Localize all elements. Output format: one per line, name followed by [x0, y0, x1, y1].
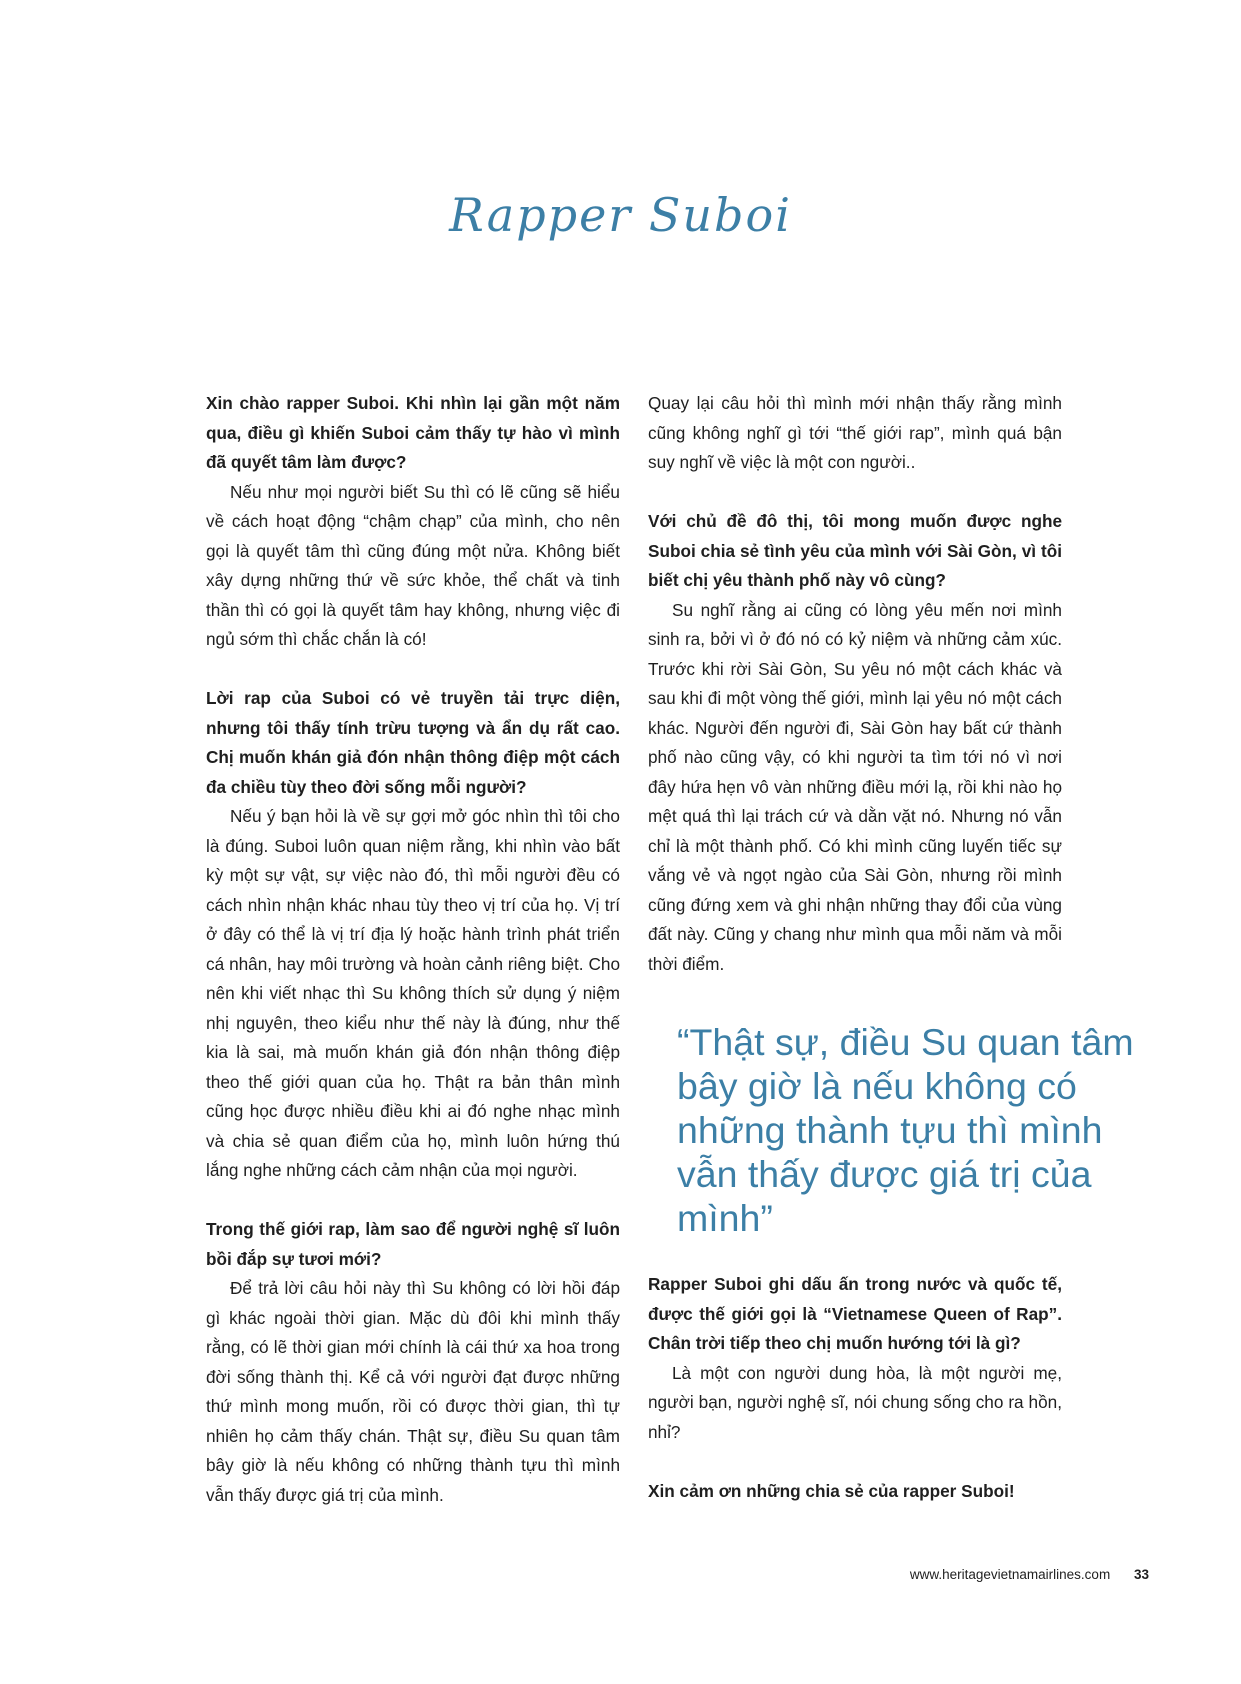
paragraph-gap — [648, 1447, 1062, 1477]
left-column — [206, 389, 620, 1510]
question-1: Xin chào rapper Suboi. Khi nhìn lại gần một năm qua, điều gì khiến Suboi cảm thấy tự hào vì mình đã quyết tâm làm được? — [206, 393, 620, 472]
answer-1: Nếu như mọi người biết Su thì có lẽ cũng sẽ hiểu về cách hoạt động “chậm chạp” của mình, cho nên gọi là quyết tâm thì cũng đúng một nửa. Không biết xây dựng những thứ về sức khỏe, thể chất và tinh thần thì có gọi là quyết tâm hay không, nhưng việc đi ngủ sớm thì chắc chắn là có! — [206, 481, 620, 649]
page-footer — [910, 1567, 1149, 1582]
page-number: 33 — [1133, 1567, 1149, 1582]
question-2: Lời rap của Suboi có vẻ truyền tải trực diện, nhưng tôi thấy tính trừu tượng và ẩn dụ rất cao. Chị muốn khán giả đón nhận thông điệp một cách đa chiều tùy theo đời sống mỗi người? — [206, 688, 620, 797]
right-column-bottom — [648, 1270, 1062, 1506]
question-5: Rapper Suboi ghi dấu ấn trong nước và quốc tế, được thế giới gọi là “Vietnamese Queen of Rap”. Chân trời tiếp theo chị muốn hướng tới là gì? — [648, 1274, 1062, 1353]
paragraph-gap — [648, 478, 1062, 508]
answer-2: Nếu ý bạn hỏi là về sự gợi mở góc nhìn thì tôi cho là đúng. Suboi luôn quan niệm rằng, khi nhìn vào bất kỳ một sự vật, sự việc nào đó, thì mỗi người đều có cách nhìn nhận khác nhau tùy theo vị trí của họ. Vị trí ở đây có thể là vị trí địa lý hoặc hành trình phát triển cá nhân, hay môi trường và hoàn cảnh riêng biệt. Cho nên khi viết nhạc thì Su không thích sử dụng ý niệm nhị nguyên, theo kiểu như thế này là đúng, như thế kia là sai, mà muốn khán giả đón nhận thông điệp theo thế giới quan của họ. Thật ra bản thân mình cũng học được nhiều điều khi ai đó nghe nhạc mình và chia sẻ quan điểm của họ, mình luôn hứng thú lắng nghe những cách cảm nhận của mọi người. — [206, 806, 620, 1180]
footer-url[interactable]: www.heritagevietnamairlines.com — [909, 1567, 1111, 1582]
page-title: Rapper Suboi — [449, 188, 792, 242]
pull-quote: “Thật sự, điều Su quan tâm bây giờ là nếu không có những thành tựu thì mình vẫn thấy được giá trị của mình” — [677, 1021, 1134, 1239]
closing-line: Xin cảm ơn những chia sẻ của rapper Suboi! — [648, 1480, 1015, 1501]
answer-3-continued: Quay lại câu hỏi thì mình mới nhận thấy rằng mình cũng không nghĩ gì tới “thế giới rap”, mình quá bận suy nghĩ về việc là một con người.. — [648, 393, 1062, 472]
question-3: Trong thế giới rap, làm sao để người nghệ sĩ luôn bồi đắp sự tươi mới? — [206, 1219, 620, 1269]
answer-5: Là một con người dung hòa, là một người mẹ, người bạn, người nghệ sĩ, nói chung sống cho ra hồn, nhỉ? — [648, 1362, 1062, 1442]
right-column — [648, 389, 1062, 979]
question-4: Với chủ đề đô thị, tôi mong muốn được nghe Suboi chia sẻ tình yêu của mình với Sài Gòn, vì tôi biết chị yêu thành phố này vô cùng? — [648, 511, 1062, 590]
paragraph-gap — [206, 655, 620, 685]
answer-3: Để trả lời câu hỏi này thì Su không có lời hồi đáp gì khác ngoài thời gian. Mặc dù đôi khi mình thấy rằng, có lẽ thời gian mới chính là cái thứ xa hoa trong đời sống thành thị. Kể cả với người đạt được những thứ mình mong muốn, rồi có được thời gian, thì tự nhiên họ cảm thấy chán. Thật sự, điều Su quan tâm bây giờ là nếu không có những thành tựu thì mình vẫn thấy được giá trị của mình. — [206, 1278, 620, 1505]
answer-4: Su nghĩ rằng ai cũng có lòng yêu mến nơi mình sinh ra, bởi vì ở đó nó có kỷ niệm và những cảm xúc. Trước khi rời Sài Gòn, Su yêu nó một cách khác và sau khi đi một vòng thế giới, mình lại yêu nó một cách khác. Người đến người đi, Sài Gòn hay bất cứ thành phố nào cũng vậy, có khi người ta tìm tới nó vì nơi đây hứa hẹn vô vàn những điều mới lạ, rồi khi nào họ mệt quá thì lại trách cứ và dằn vặt nó. Nhưng nó vẫn chỉ là một thành phố. Có khi mình cũng luyến tiếc sự vắng vẻ và ngọt ngào của Sài Gòn, nhưng rồi mình cũng đứng xem và ghi nhận những thay đổi của vùng đất này. Cũng y chang như mình qua mỗi năm và mỗi thời điểm. — [648, 599, 1062, 974]
paragraph-gap — [206, 1186, 620, 1216]
